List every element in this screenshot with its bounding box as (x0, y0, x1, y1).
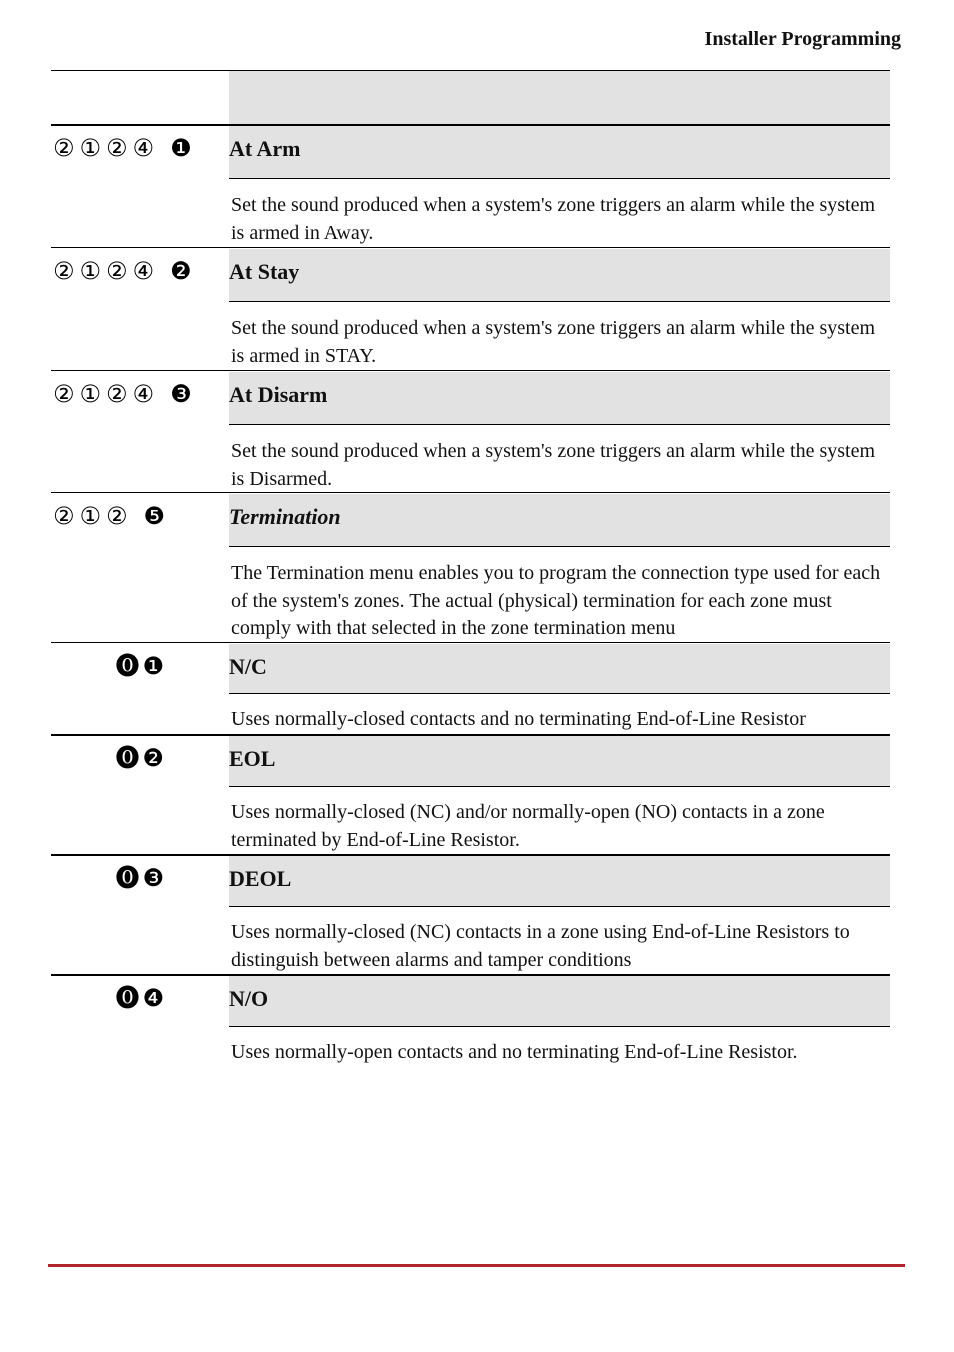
key-digit-icon: ② (106, 134, 128, 162)
entry-title: N/O (229, 986, 269, 1011)
key-digit-icon: ② (106, 380, 128, 408)
key-digit-icon: ② (53, 502, 75, 530)
row-divider (51, 492, 890, 493)
key-digit-icon: ❷ (142, 744, 164, 772)
entry-title: Termination (229, 504, 341, 529)
key-digit-icon: ① (79, 380, 102, 408)
key-sequence (53, 381, 192, 407)
key-digit-icon: ④ (132, 134, 155, 162)
key-sequence (115, 985, 164, 1011)
key-digit-icon: ❶ (142, 652, 164, 680)
entry-title: At Disarm (229, 382, 328, 407)
entry-title: EOL (229, 746, 276, 771)
key-digit-icon: ❹ (142, 984, 164, 1012)
key-digit-icon: ② (53, 380, 75, 408)
key-digit-icon: ① (79, 257, 102, 285)
key-digit-icon: ② (53, 134, 75, 162)
entry-description: Set the sound produced when a system's zone triggers an alarm while the system is armed in Away. (231, 194, 876, 244)
entry-title-bar (229, 126, 890, 179)
row-divider (51, 247, 890, 248)
option-number-icon: ❸ (170, 380, 192, 408)
entry-title: DEOL (229, 866, 292, 891)
entry-title-bar (229, 372, 890, 425)
page-header-title: Installer Programming (704, 28, 901, 50)
key-digit-icon: ② (53, 257, 75, 285)
entry-title: N/C (229, 654, 267, 679)
key-sequence (53, 503, 165, 529)
entry-description: The Termination menu enables you to program the connection type used for each of the system's zones. The actual (physical) termination for each zone must comply with that selected in the zone termination menu (231, 562, 881, 639)
key-digit-icon: ⓿ (115, 744, 140, 772)
option-number-icon: ❶ (170, 134, 192, 162)
key-digit-icon: ④ (132, 380, 155, 408)
option-number-icon: ❷ (170, 257, 192, 285)
table-header-band (229, 71, 890, 125)
key-digit-icon: ② (106, 257, 128, 285)
row-divider (51, 370, 890, 371)
key-digit-icon: ⓿ (115, 864, 140, 892)
entry-title-bar (229, 736, 890, 787)
entry-description: Uses normally-closed (NC) contacts in a zone using End-of-Line Resistors to distinguish between alarms and tamper conditions (231, 921, 850, 971)
key-digit-icon: ① (79, 134, 102, 162)
entry-description: Uses normally-closed (NC) and/or normally-open (NO) contacts in a zone terminated by End-of-Line Resistor. (231, 801, 825, 851)
entry-title-bar (229, 494, 890, 547)
key-sequence (115, 865, 164, 891)
key-digit-icon: ⓿ (115, 652, 140, 680)
footer-rule (48, 1264, 905, 1267)
entry-description: Uses normally-closed contacts and no terminating End-of-Line Resistor (231, 708, 806, 730)
key-digit-icon: ❸ (142, 864, 164, 892)
entry-description: Set the sound produced when a system's zone triggers an alarm while the system is armed in STAY. (231, 317, 876, 367)
entry-description: Uses normally-open contacts and no terminating End-of-Line Resistor. (231, 1041, 798, 1063)
entry-title-bar (229, 976, 890, 1027)
key-digit-icon: ⓿ (115, 984, 140, 1012)
option-number-icon: ❺ (143, 502, 166, 530)
entry-title-bar (229, 856, 890, 907)
key-sequence (53, 135, 192, 161)
entry-title-bar (229, 249, 890, 302)
entry-description: Set the sound produced when a system's zone triggers an alarm while the system is Disarmed. (231, 440, 876, 490)
key-sequence (53, 258, 192, 284)
key-digit-icon: ② (106, 502, 128, 530)
entry-title: At Stay (229, 259, 300, 284)
row-divider (51, 642, 890, 643)
entry-title-bar (229, 644, 890, 694)
key-sequence (115, 745, 164, 771)
entry-title: At Arm (229, 136, 301, 161)
key-digit-icon: ④ (132, 257, 155, 285)
key-sequence (115, 653, 164, 679)
key-digit-icon: ① (79, 502, 102, 530)
